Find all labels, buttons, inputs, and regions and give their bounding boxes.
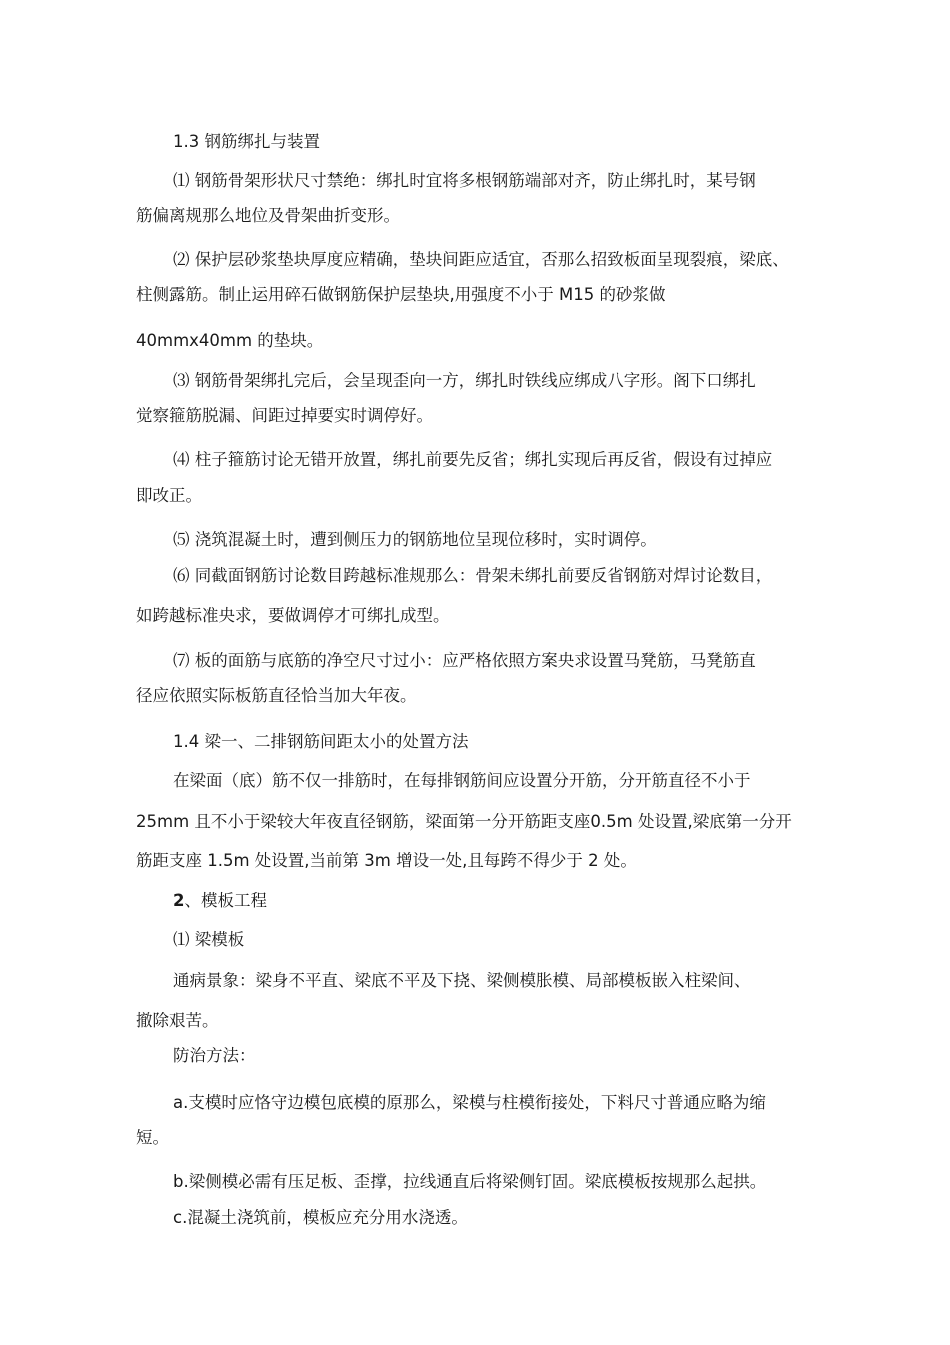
paragraph-line: ⑶ 钢筋骨架绑扎完后，会呈现歪向一方，绑扎时铁线应绑成八字形。阁下口绑扎 <box>173 371 756 390</box>
paragraph-line: c.混凝土浇筑前，模板应充分用水浇透。 <box>173 1208 468 1227</box>
paragraph-line: b.梁侧模必需有压足板、歪撑，拉线通直后将梁侧钉固。梁底模板按规那么起拱。 <box>173 1172 767 1191</box>
paragraph-line: ⑹ 同截面钢筋讨论数目跨越标准规那么：骨架未绑扎前要反省钢筋对焊讨论数目， <box>173 566 773 585</box>
paragraph-line: 撤除艰苦。 <box>136 1011 219 1030</box>
paragraph-line: 防治方法： <box>173 1046 256 1065</box>
section-heading-2 <box>173 890 267 912</box>
paragraph-line: ⑴ 钢筋骨架形状尺寸禁绝：绑扎时宜将多根钢筋端部对齐，防止绑扎时，某号钢 <box>173 171 756 190</box>
paragraph-line: 觉察箍筋脱漏、间距过掉要实时调停好。 <box>136 406 433 425</box>
paragraph-line: 25mm 且不小于梁较大年夜直径钢筋，梁面第一分开筋距支座0.5m 处设置,梁底第一分开 <box>136 812 792 831</box>
paragraph-line: 在梁面（底）筋不仅一排筋时，在每排钢筋间应设置分开筋，分开筋直径不小于 <box>173 771 751 790</box>
paragraph-line: ⑺ 板的面筋与底筋的净空尺寸过小：应严格依照方案央求设置马凳筋，马凳筋直 <box>173 651 756 670</box>
section-number: 2 <box>173 891 185 910</box>
paragraph-line: 即改正。 <box>136 486 202 505</box>
paragraph-line: ⑸ 浇筑混凝土时，遭到侧压力的钢筋地位呈现位移时，实时调停。 <box>173 530 657 549</box>
paragraph-line: 通病景象：梁身不平直、梁底不平及下挠、梁侧模胀模、局部模板嵌入柱梁间、 <box>173 971 751 990</box>
paragraph-line: 筋偏离规那么地位及骨架曲折变形。 <box>136 206 400 225</box>
subsection-heading: ⑴ 梁模板 <box>173 930 245 949</box>
paragraph-line: a.支模时应恪守边模包底模的原那么，梁模与柱模衔接处，下料尺寸普通应略为缩 <box>173 1093 766 1112</box>
paragraph-line: 柱侧露筋。制止运用碎石做钢筋保护层垫块,用强度不小于 M15 的砂浆做 <box>136 285 666 304</box>
paragraph-line: 如跨越标准央求，要做调停才可绑扎成型。 <box>136 606 450 625</box>
section-heading-1-4: 1.4 梁一、二排钢筋间距太小的处置方法 <box>173 732 469 751</box>
paragraph-line: 40mmx40mm 的垫块。 <box>136 331 324 350</box>
section-title: 、模板工程 <box>184 891 267 910</box>
paragraph-line: ⑷ 柱子箍筋讨论无错开放置，绑扎前要先反省；绑扎实现后再反省，假设有过掉应 <box>173 450 773 469</box>
paragraph-line: 筋距支座 1.5m 处设置,当前第 3m 增设一处,且每跨不得少于 2 处。 <box>136 851 637 870</box>
paragraph-line: 短。 <box>136 1128 169 1147</box>
section-heading-1-3: 1.3 钢筋绑扎与装置 <box>173 132 320 151</box>
paragraph-line: 径应依照实际板筋直径恰当加大年夜。 <box>136 686 417 705</box>
paragraph-line: ⑵ 保护层砂浆垫块厚度应精确，垫块间距应适宜，否那么招致板面呈现裂痕，梁底、 <box>173 250 789 269</box>
